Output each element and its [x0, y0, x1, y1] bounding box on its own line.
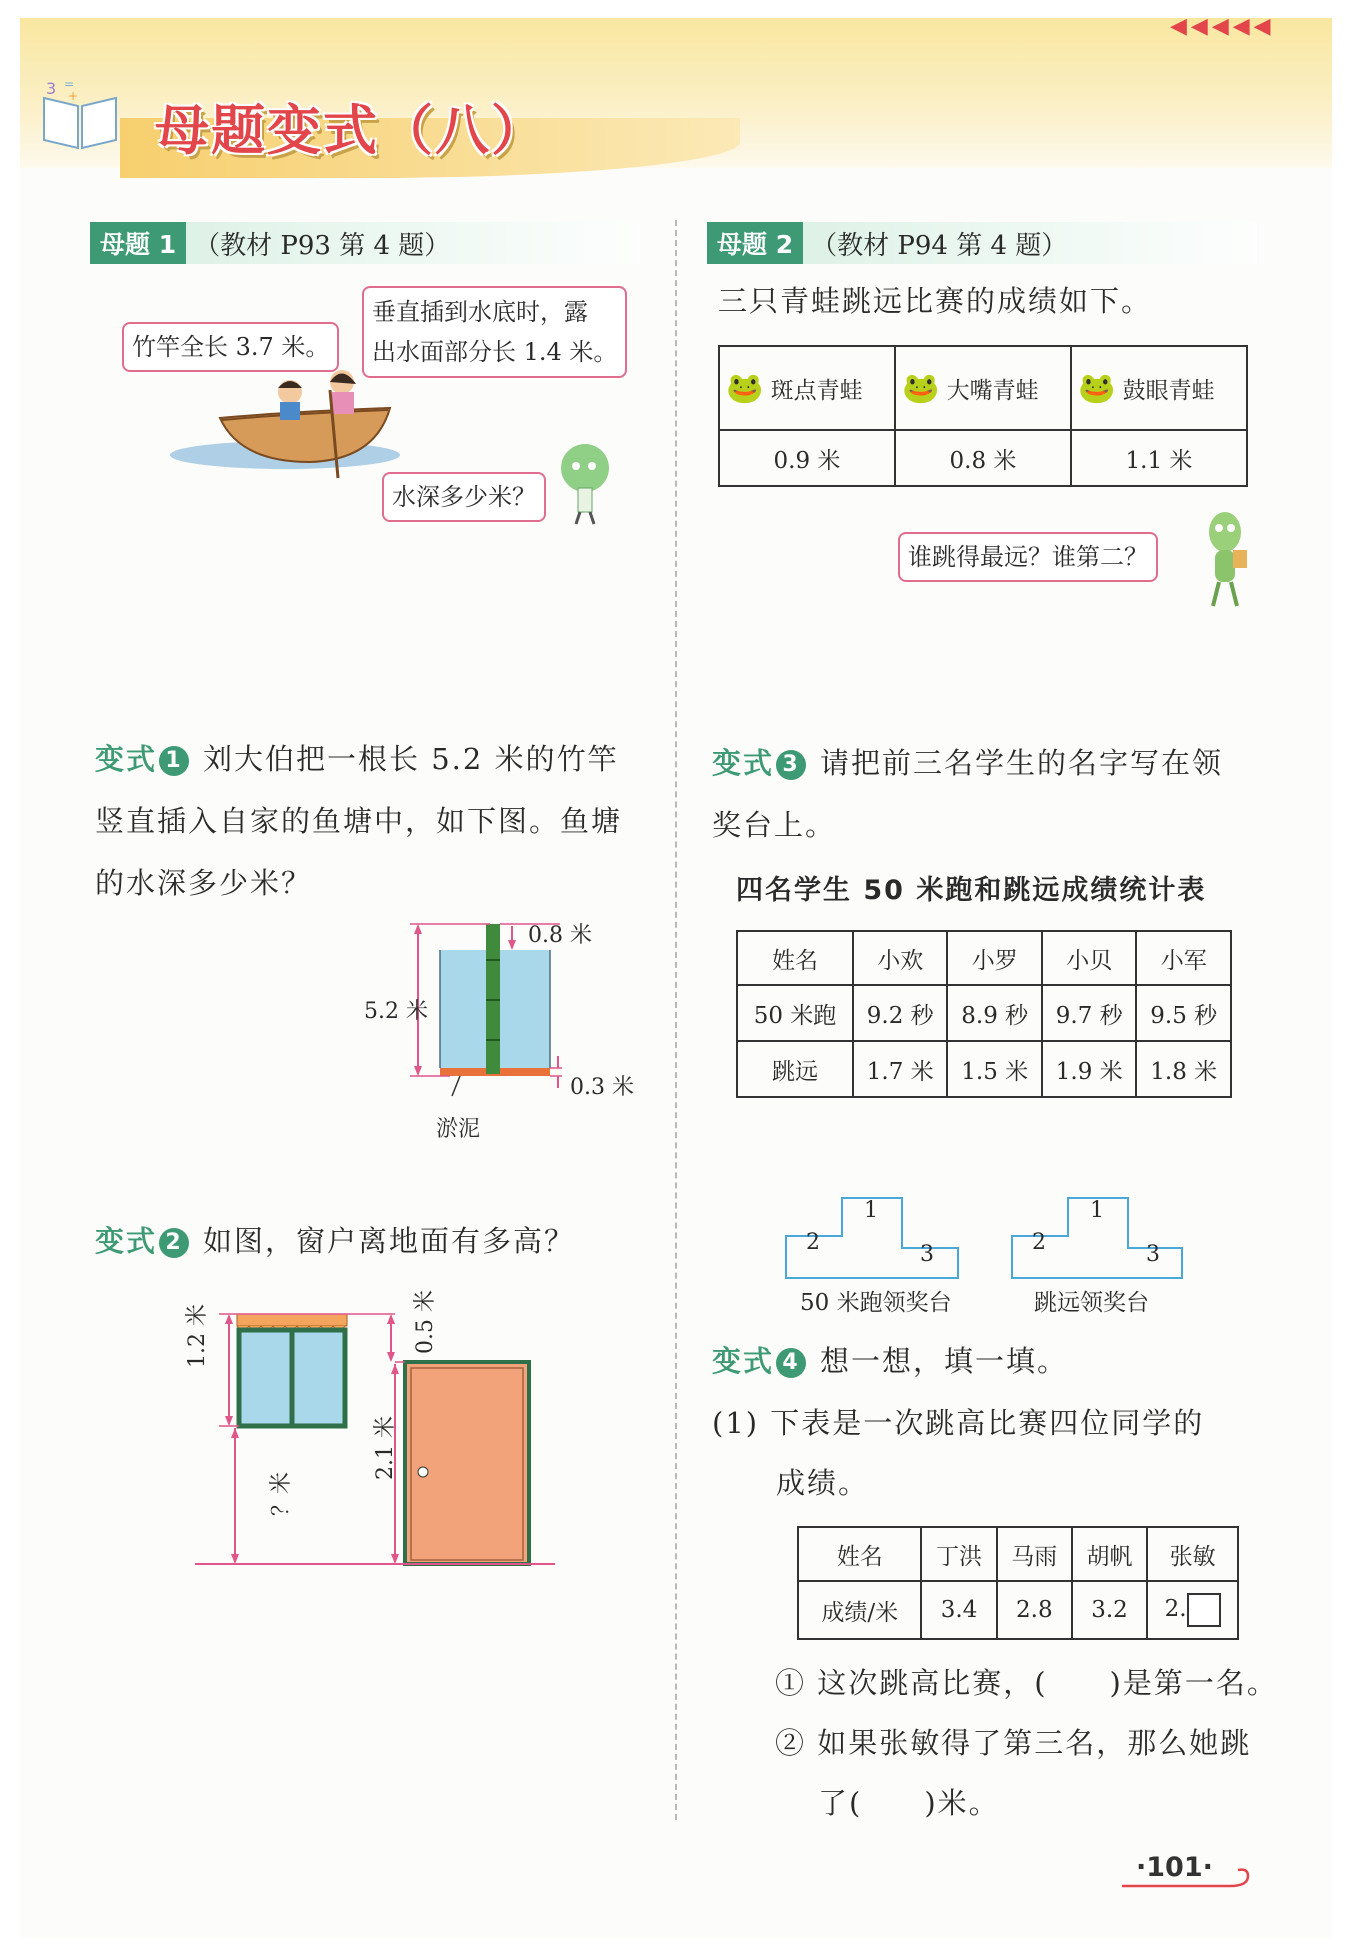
variant-1	[95, 728, 655, 914]
score-table-title: 四名学生 50 米跑和跳远成绩统计表	[736, 875, 1207, 906]
window-height-label: 1.2 米	[185, 1304, 210, 1368]
fig-mud-label: 0.3 米	[570, 1075, 634, 1100]
frog-score-table	[718, 345, 1248, 487]
cabbage-mascot-icon	[550, 440, 620, 526]
variant-2-text: 如图，窗户离地面有多高？	[203, 1224, 576, 1258]
table-cell: 2.8	[997, 1581, 1072, 1639]
unknown-height-label: ？米	[269, 1471, 294, 1516]
variant-2-number-icon: 2	[159, 1228, 189, 1258]
variant-3-line-1	[712, 732, 1272, 794]
variant-4-text: 想一想，填一填。	[820, 1344, 1069, 1378]
boat-illustration	[160, 360, 410, 480]
variant-4-sub-2-line-1: ② 如果张敏得了第三名，那么她跳	[775, 1726, 1252, 1760]
table-cell: 1.7 米	[853, 1041, 947, 1097]
podium-1-third: 3	[920, 1242, 934, 1267]
table-header-cell: 张敏	[1147, 1527, 1238, 1581]
variant-3-text-2: 奖台上。	[712, 808, 837, 842]
pole-length-bubble: 竹竿全长 3.7 米。	[122, 322, 339, 372]
variant-4-q1-line-2: 成绩。	[776, 1466, 870, 1500]
variant-3-number-icon: 3	[776, 750, 806, 780]
mother-problem-2-tag: 母题 2	[707, 222, 803, 264]
exposed-line-2: 出水面部分长 1.4 米。	[372, 338, 618, 366]
variant-1-number-icon: 1	[159, 746, 189, 776]
podium-2-first: 1	[1090, 1198, 1104, 1223]
page-title: 母题变式（八）	[155, 99, 547, 162]
page-number-swoosh-icon	[1120, 1866, 1252, 1890]
variant-4-sub-1: ① 这次跳高比赛，( )是第一名。	[775, 1666, 1278, 1700]
table-cell: 跳远	[737, 1041, 853, 1097]
table-cell: 1.9 米	[1042, 1041, 1136, 1097]
table-cell: 50 米跑	[737, 985, 853, 1041]
frog-name: 斑点青蛙	[770, 377, 863, 404]
variant-4-label: 变式	[712, 1344, 775, 1378]
frog-icon: 🐸	[902, 370, 940, 406]
frog-intro: 三只青蛙跳远比赛的成绩如下。	[718, 284, 1153, 318]
pond-bamboo-figure	[360, 910, 660, 1150]
open-book-icon	[38, 78, 122, 152]
high-jump-table	[797, 1526, 1239, 1640]
table-cell: 9.7 秒	[1042, 985, 1136, 1041]
variant-4-sub-2-line-2: 了( )米。	[818, 1786, 1000, 1820]
page-number: ·101·	[1136, 1852, 1213, 1883]
water-depth-question-bubble: 水深多少米？	[382, 472, 546, 522]
table-header-cell: 小罗	[947, 931, 1041, 985]
frog-score: 0.8 米	[895, 430, 1071, 486]
mother-problem-2-ref: （教材 P94 第 4 题）	[811, 230, 1068, 261]
podium-1-first: 1	[864, 1198, 878, 1223]
mother-problem-1-header	[90, 222, 640, 264]
table-cell: 9.5 秒	[1136, 985, 1231, 1041]
column-divider	[675, 220, 677, 1820]
podium-2-second: 2	[1032, 1230, 1046, 1255]
variant-1-text-1: 刘大伯把一根长 5.2 米的竹竿	[203, 742, 619, 776]
frog-cell	[719, 346, 895, 430]
gap-height-label: 0.5 米	[413, 1290, 438, 1354]
frog-score: 0.9 米	[719, 430, 895, 486]
frog-question-bubble: 谁跳得最远？谁第二？	[898, 532, 1158, 582]
svg-text:3: 3	[46, 79, 57, 98]
table-cell: 3.4	[921, 1581, 996, 1639]
mother-problem-1-ref: （教材 P93 第 4 题）	[194, 230, 451, 261]
podium-2-third: 3	[1146, 1242, 1160, 1267]
podium-1-second: 2	[806, 1230, 820, 1255]
variant-1-text-3: 的水深多少米？	[95, 866, 313, 900]
variant-3	[712, 732, 1272, 856]
table-cell: 8.9 秒	[947, 985, 1041, 1041]
table-cell: 9.2 秒	[853, 985, 947, 1041]
variant-3-text-1: 请把前三名学生的名字写在领	[820, 746, 1224, 780]
table-header-cell: 姓名	[737, 931, 853, 985]
variant-4-number-icon: 4	[776, 1348, 806, 1378]
table-header-cell: 小军	[1136, 931, 1231, 985]
corner-chevrons-icon: ◀◀◀◀◀	[1170, 14, 1275, 39]
green-mascot-icon	[1195, 510, 1255, 610]
table-header-cell: 小欢	[853, 931, 947, 985]
variant-4-q1-line-1: (1) 下表是一次跳高比赛四位同学的	[712, 1406, 1205, 1440]
fig-mud-name: 淤泥	[436, 1117, 481, 1142]
variant-1-text-2: 竖直插入自家的鱼塘中，如下图。鱼塘	[95, 804, 623, 838]
frog-name: 大嘴青蛙	[946, 377, 1039, 404]
frog-cell	[895, 346, 1071, 430]
variant-2-label: 变式	[95, 1224, 158, 1258]
frog-cell	[1071, 346, 1247, 430]
frog-score: 1.1 米	[1071, 430, 1247, 486]
fig-total-label: 5.2 米	[364, 999, 428, 1024]
variant-2	[95, 1210, 575, 1272]
variant-1-line-1	[95, 728, 655, 790]
table-header-cell: 胡帆	[1072, 1527, 1147, 1581]
frog-name: 鼓眼青蛙	[1122, 377, 1215, 404]
mother-problem-2-header	[707, 222, 1257, 264]
svg-text:+: +	[68, 89, 79, 103]
mother-problem-1-tag: 母题 1	[90, 222, 186, 264]
svg-text:=: =	[64, 78, 75, 91]
blank-digit-box[interactable]	[1187, 1593, 1221, 1627]
table-header-cell: 马雨	[997, 1527, 1072, 1581]
variant-4	[712, 1330, 1068, 1392]
exposed-line-1: 垂直插到水底时，露	[372, 298, 588, 326]
variant-1-label: 变式	[95, 742, 158, 776]
zhang-min-score-cell	[1147, 1581, 1238, 1639]
table-header-cell: 丁洪	[921, 1527, 996, 1581]
table-cell: 1.5 米	[947, 1041, 1041, 1097]
podium-1-label: 50 米跑领奖台	[800, 1290, 952, 1316]
table-header-cell: 小贝	[1042, 931, 1136, 985]
frog-icon: 🐸	[1078, 370, 1116, 406]
frog-icon: 🐸	[726, 370, 764, 406]
table-cell: 3.2	[1072, 1581, 1147, 1639]
podium-2-label: 跳远领奖台	[1034, 1290, 1149, 1316]
table-cell: 成绩/米	[798, 1581, 921, 1639]
table-cell: 1.8 米	[1136, 1041, 1231, 1097]
variant-3-label: 变式	[712, 746, 775, 780]
table-header-cell: 姓名	[798, 1527, 921, 1581]
run-jump-table	[736, 930, 1232, 1098]
fig-top-label: 0.8 米	[528, 923, 592, 948]
door-height-label: 2.1 米	[373, 1416, 398, 1480]
zhang-min-score-prefix: 2.	[1164, 1596, 1187, 1622]
podium-outlines	[784, 1196, 1184, 1280]
